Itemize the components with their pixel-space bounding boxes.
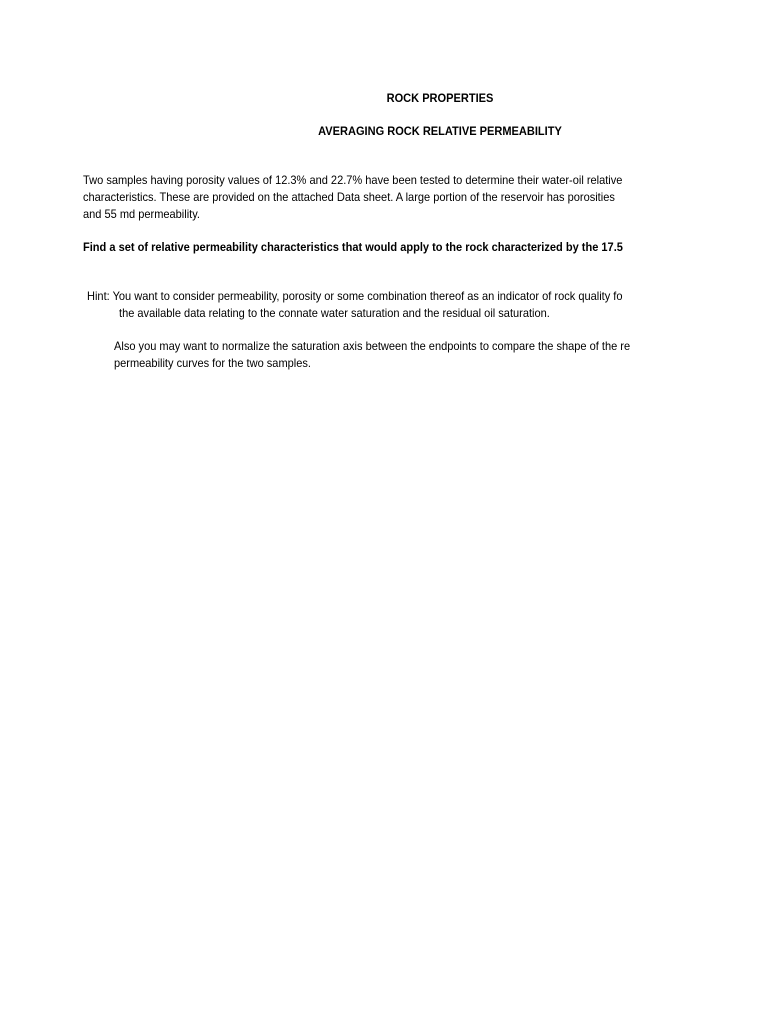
hint-line-3: Also you may want to normalize the saturation axis between the endpoints to compare the shape of the re	[114, 339, 631, 353]
task-statement: Find a set of relative permeability characteristics that would apply to the rock characterized by the 17.5	[83, 240, 623, 254]
document-title: ROCK PROPERTIES	[386, 91, 494, 105]
hint-line-4: permeability curves for the two samples.	[114, 356, 311, 370]
hint-line-2: the available data relating to the connate water saturation and the residual oil saturation.	[119, 306, 550, 320]
hint-line-1: Hint: You want to consider permeability, porosity or some combination thereof as an indicator of rock quality fo	[87, 289, 623, 303]
document-subtitle: AVERAGING ROCK RELATIVE PERMEABILITY	[318, 124, 562, 138]
paragraph-line-2: characteristics. These are provided on the attached Data sheet. A large portion of the reservoir has porosities	[83, 190, 615, 204]
paragraph-line-3: and 55 md permeability.	[83, 207, 201, 221]
paragraph-line-1: Two samples having porosity values of 12.3% and 22.7% have been tested to determine their water-oil relative	[83, 173, 623, 187]
